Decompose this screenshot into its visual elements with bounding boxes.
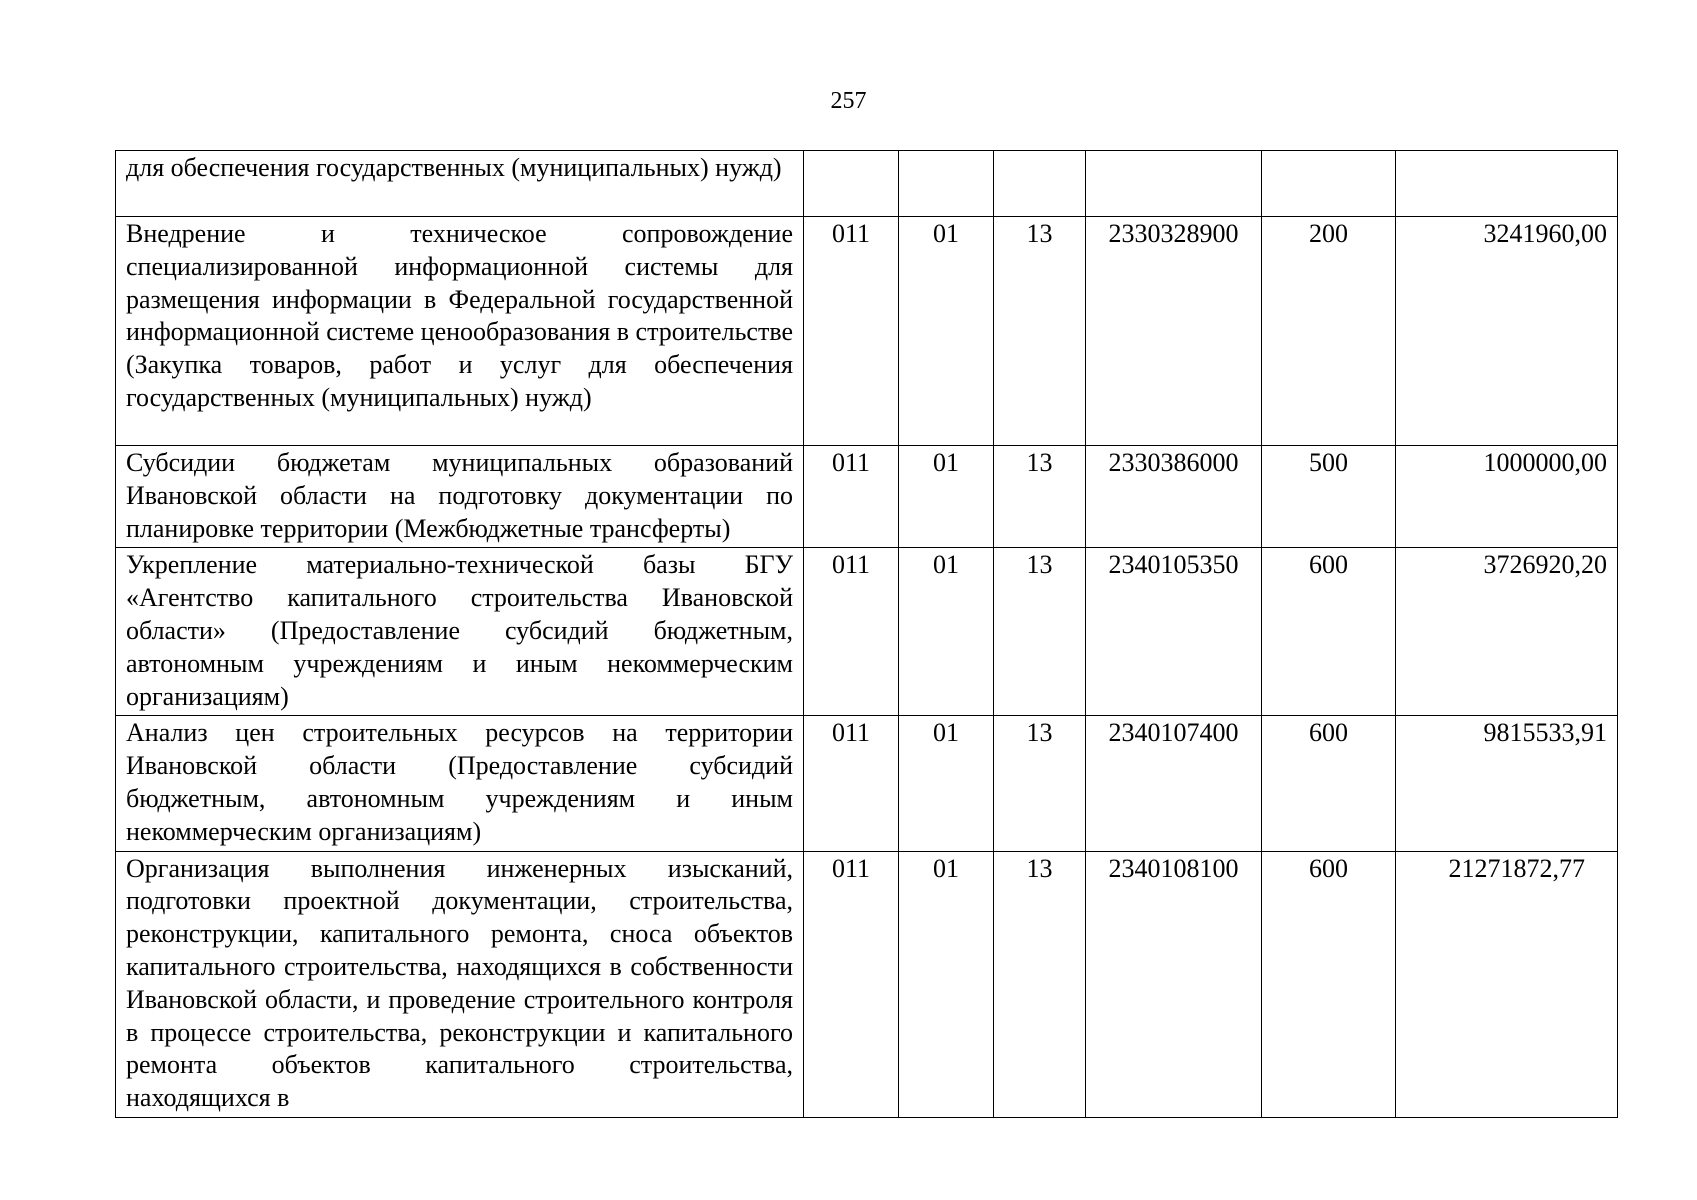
subsection-code: 13: [994, 548, 1086, 716]
target-article-code: 2340105350: [1086, 548, 1262, 716]
table-row: [116, 851, 1618, 1117]
target-article-code: 2340107400: [1086, 716, 1262, 851]
table-row: [116, 548, 1618, 716]
section-code: 01: [899, 217, 994, 446]
row-description: Внедрение и техническое сопровождение специализированной информационной системы для размещения информации в Федеральной государственной информационной системе ценообразования в строительстве (Закупка товаров, работ и услуг для обеспечения государственных (муниципальных) нужд): [116, 217, 804, 446]
expense-type-code: 600: [1262, 851, 1396, 1117]
ministry-code: [804, 151, 899, 217]
amount: 9815533,91: [1396, 716, 1618, 851]
subsection-code: 13: [994, 217, 1086, 446]
ministry-code: 011: [804, 217, 899, 446]
expense-type-code: 600: [1262, 716, 1396, 851]
subsection-code: 13: [994, 851, 1086, 1117]
table-row: [116, 446, 1618, 548]
section-code: 01: [899, 548, 994, 716]
expense-type-code: 200: [1262, 217, 1396, 446]
row-description: Анализ цен строительных ресурсов на территории Ивановской области (Предоставление субсидий бюджетным, автономным учреждениям и иным некоммерческим организациям): [116, 716, 804, 851]
expense-type-code: 600: [1262, 548, 1396, 716]
row-description: Укрепление материально-технической базы БГУ «Агентство капитального строительства Ивановской области» (Предоставление субсидий бюджетным, автономным учреждениям и иным некоммерческим организациям): [116, 548, 804, 716]
section-code: 01: [899, 716, 994, 851]
section-code: [899, 151, 994, 217]
table-row: [116, 217, 1618, 446]
ministry-code: 011: [804, 851, 899, 1117]
section-code: 01: [899, 446, 994, 548]
target-article-code: 2330328900: [1086, 217, 1262, 446]
budget-table: [115, 150, 1618, 1118]
target-article-code: [1086, 151, 1262, 217]
expense-type-code: 500: [1262, 446, 1396, 548]
table-row: [116, 151, 1618, 217]
amount: [1396, 151, 1618, 217]
page-number: 257: [830, 88, 867, 114]
ministry-code: 011: [804, 548, 899, 716]
amount: 21271872,77: [1396, 851, 1618, 1117]
target-article-code: 2330386000: [1086, 446, 1262, 548]
amount: 1000000,00: [1396, 446, 1618, 548]
target-article-code: 2340108100: [1086, 851, 1262, 1117]
subsection-code: 13: [994, 446, 1086, 548]
table-row: [116, 716, 1618, 851]
row-description: Организация выполнения инженерных изысканий, подготовки проектной документации, строительства, реконструкции, капитального ремонта, сноса объектов капитального строительства, находящихся в собственности Ивановской области, и проведение строительного контроля в процессе строительства, реконструкции и капитального ремонта объектов капитального строительства, находящихся в: [116, 851, 804, 1117]
expense-type-code: [1262, 151, 1396, 217]
row-description: Субсидии бюджетам муниципальных образований Ивановской области на подготовку документации по планировке территории (Межбюджетные трансферты): [116, 446, 804, 548]
section-code: 01: [899, 851, 994, 1117]
subsection-code: [994, 151, 1086, 217]
amount: 3726920,20: [1396, 548, 1618, 716]
ministry-code: 011: [804, 446, 899, 548]
ministry-code: 011: [804, 716, 899, 851]
amount: 3241960,00: [1396, 217, 1618, 446]
subsection-code: 13: [994, 716, 1086, 851]
row-description: для обеспечения государственных (муниципальных) нужд): [116, 151, 804, 217]
